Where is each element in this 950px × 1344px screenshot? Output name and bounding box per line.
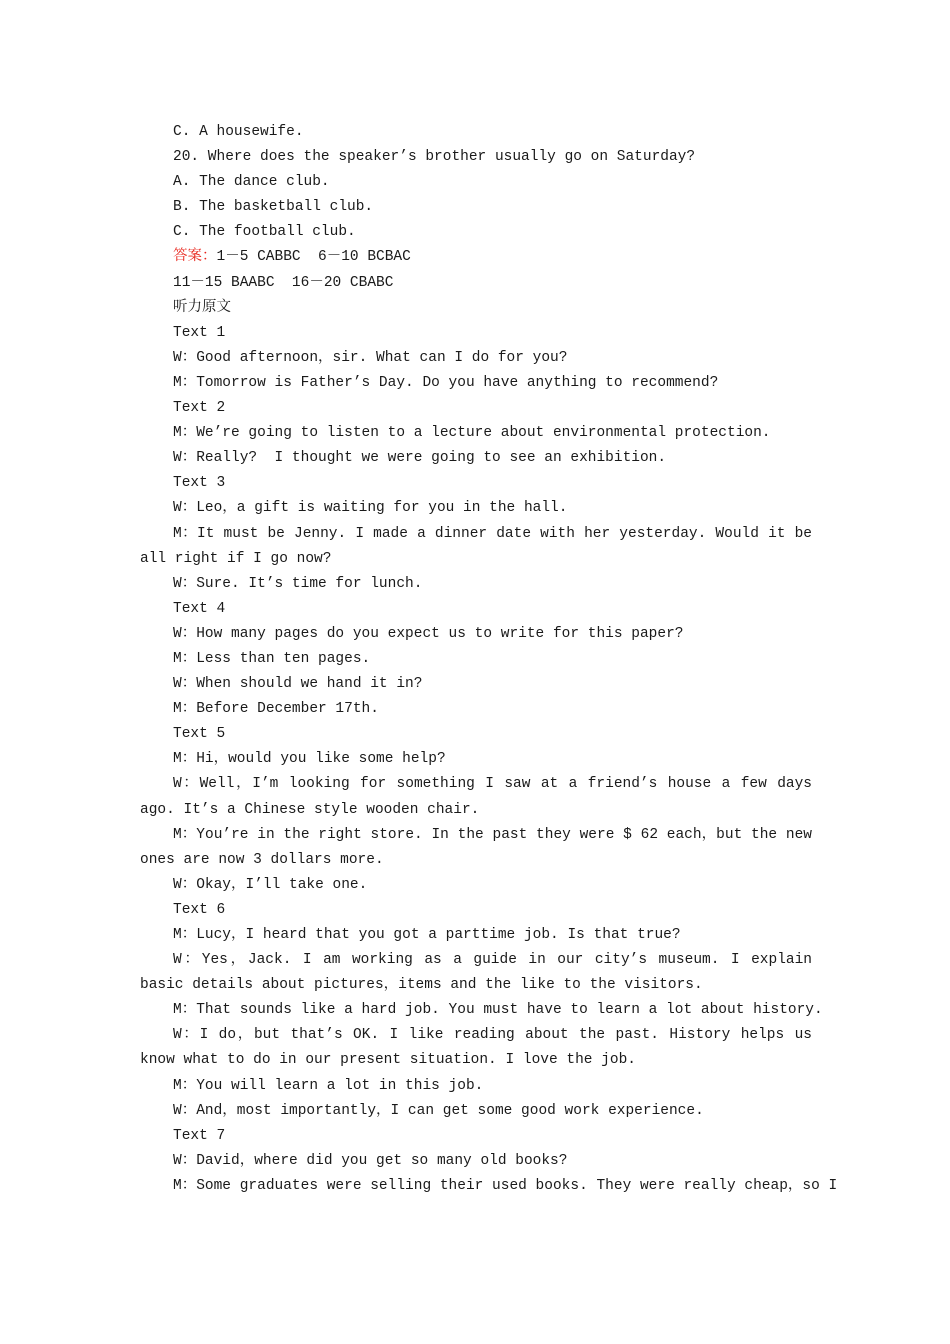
dialogue-line: M：Tomorrow is Father’s Day. Do you have anything to recommend? [173, 374, 719, 391]
option-c: C. The football club. [173, 224, 356, 241]
dialogue-line: M：Some graduates were selling their used books. They were really cheap，so I [173, 1177, 838, 1194]
answer-line [140, 245, 812, 270]
text-5-heading: Text 5 [173, 726, 226, 743]
dialogue-paragraph: M：You’re in the right store. In the past they were $ 62 each，but the new ones are now 3 dollars more. [140, 826, 812, 868]
text-3-heading: Text 3 [173, 475, 226, 492]
dialogue-line: M：Lucy，I heard that you got a parttime job. Is that true? [173, 927, 681, 943]
option-b: B. The basketball club. [173, 199, 374, 216]
dialogue-paragraph: W：Yes，Jack. I am working as a guide in our city’s museum. I explain basic details about pictures，items and the like to the visitors. [140, 952, 812, 994]
answer-values-1: 1－5 CABBC 6－10 BCBAC [216, 249, 411, 266]
dialogue-line: W：David，where did you get so many old books? [173, 1152, 568, 1169]
dialogue-line: W：Leo，a gift is waiting for you in the hall. [173, 500, 568, 517]
dialogue-paragraph: M：It must be Jenny. I made a dinner date with her yesterday. Would it be all right if I go now? [140, 525, 812, 567]
dialogue-line: W：Really? I thought we were going to see an exhibition. [173, 450, 667, 467]
transcript-title: 听力原文 [173, 299, 231, 316]
dialogue-line: M：That sounds like a hard job. You must have to learn a lot about history. [173, 1002, 823, 1019]
dialogue-line: W：Okay，I’ll take one. [173, 876, 368, 893]
dialogue-line: M：Less than ten pages. [173, 650, 371, 667]
dialogue-line: W：And，most importantly，I can get some good work experience. [173, 1102, 704, 1119]
answer-values-2: 11－15 BAABC 16－20 CBABC [173, 274, 394, 291]
document-page [140, 120, 838, 1199]
dialogue-line: W：When should we hand it in? [173, 676, 423, 693]
text-4-heading: Text 4 [173, 600, 226, 617]
text-7-heading: Text 7 [173, 1127, 226, 1144]
dialogue-line: M：You will learn a lot in this job. [173, 1077, 484, 1094]
answer-label: 答案： [173, 249, 217, 266]
dialogue-line: M：We’re going to listen to a lecture about environmental protection. [173, 425, 771, 442]
text-1-heading: Text 1 [173, 324, 226, 341]
dialogue-paragraph: W：Well，I’m looking for something I saw at a friend’s house a few days ago. It’s a Chinese style wooden chair. [140, 776, 812, 818]
dialogue-line: W：Sure. It’s time for lunch. [173, 575, 423, 592]
dialogue-paragraph: W：I do，but that’s OK. I like reading about the past. History helps us know what to do in our present situation. I love the job. [140, 1027, 812, 1069]
dialogue-line: M：Hi，would you like some help? [173, 751, 446, 768]
dialogue-line: W：Good afternoon，sir. What can I do for you? [173, 349, 568, 366]
dialogue-line: W：How many pages do you expect us to write for this paper? [173, 625, 684, 642]
option-c-housewife: C. A housewife. [173, 124, 304, 140]
option-a: A. The dance club. [173, 174, 330, 191]
dialogue-line: M：Before December 17th. [173, 701, 379, 718]
text-6-heading: Text 6 [173, 901, 226, 918]
question-20: 20. Where does the speaker’s brother usually go on Saturday? [173, 149, 696, 166]
text-2-heading: Text 2 [173, 400, 226, 417]
